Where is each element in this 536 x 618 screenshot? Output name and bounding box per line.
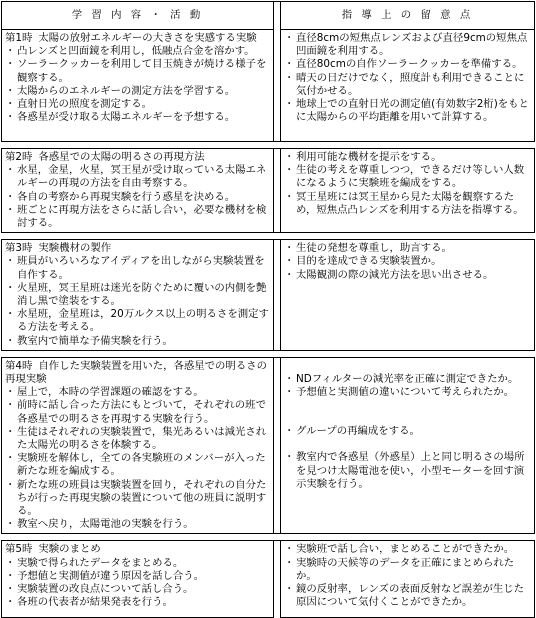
activity-item: ・ 各班の代表者が結果発表を行う。 xyxy=(5,596,270,609)
row-separator xyxy=(2,350,535,357)
notes-cell xyxy=(281,240,535,351)
note-item: ・ 冥王星班には冥王星から見た太陽を観察するため，短焦点凸レンズを利用する方法を指導する。 xyxy=(284,191,531,217)
lesson-body xyxy=(2,30,535,618)
notes-spacer xyxy=(284,438,531,451)
notes-list xyxy=(284,242,531,282)
activities-cell xyxy=(2,30,274,142)
activity-list xyxy=(5,255,270,347)
note-item: ・ 実験時の天候等のデータを正確にまとめられたか。 xyxy=(284,557,531,583)
activity-item: ・ 太陽からのエネルギーの測定方法を学習する。 xyxy=(5,85,270,98)
row-separator xyxy=(2,534,535,541)
note-item: ・ 予想値と実測値の違いについて考えられたか。 xyxy=(284,386,531,399)
notes-spacer xyxy=(284,360,531,373)
column-gap xyxy=(274,357,281,534)
lesson-number: 第5時 xyxy=(5,543,33,556)
activities-cell xyxy=(2,240,274,351)
lesson-title xyxy=(5,543,270,556)
note-item: ・ 鏡の反射率，レンズの表面反射など誤差が生じた原因について気付くことができたか。 xyxy=(284,583,531,609)
lesson-row xyxy=(2,357,535,534)
lesson-heading: 実験機材の製作 xyxy=(38,242,112,255)
note-item: ・ 教室内で各惑星（外惑星）上と同じ明るさの場所を見つけ太陽電池を使い，小型モーターを回す演示実験を行う。 xyxy=(284,451,531,491)
column-gap xyxy=(274,240,281,351)
activity-list xyxy=(5,557,270,610)
column-gap xyxy=(274,30,281,142)
lesson-number: 第1時 xyxy=(5,32,33,44)
notes-list xyxy=(284,360,531,491)
separator-cell xyxy=(2,534,535,541)
separator-cell xyxy=(2,142,535,149)
lesson-plan-table xyxy=(1,1,535,618)
lesson-row xyxy=(2,240,535,351)
activity-item: ・ ソーラークッカーを利用して目玉焼きが焼ける様子を観察する。 xyxy=(5,58,270,84)
note-item: ・ グループの再編成をする。 xyxy=(284,425,531,438)
note-item: ・ 太陽観測の際の減光方法を思い出させる。 xyxy=(284,269,531,282)
row-separator xyxy=(2,233,535,240)
activity-list xyxy=(5,386,270,531)
activity-item: ・ 直射日光の照度を測定する。 xyxy=(5,98,270,111)
lesson-row xyxy=(2,541,535,618)
lesson-title xyxy=(5,151,270,164)
notes-spacer xyxy=(284,412,531,425)
activity-item: ・ 班員がいろいろなアイディアを出しながら実験装置を自作する。 xyxy=(5,255,270,281)
lesson-heading: 各惑星での太陽の明るさの再現方法 xyxy=(38,151,205,163)
lesson-heading: 実験のまとめ xyxy=(38,543,101,556)
note-item: ・ 目的を達成できる実験装置か。 xyxy=(284,255,531,268)
activity-item: ・ 教室へ戻り，太陽電池の実験を行う。 xyxy=(5,518,270,531)
lesson-number: 第2時 xyxy=(5,151,33,163)
activity-item: ・ 屋上で，本時の学習課題の確認をする。 xyxy=(5,386,270,399)
activities-cell xyxy=(2,149,274,233)
activity-item: ・ 水星班，金星班は，20万ルクス以上の明るさを測定する方法を考える。 xyxy=(5,308,270,334)
notes-cell xyxy=(281,149,535,233)
activity-item: ・ 実験装置の改良点について話し合う。 xyxy=(5,583,270,596)
lesson-title xyxy=(5,242,270,255)
note-item: ・ 直径8cmの短焦点レンズおよび直径9cmの短焦点凹面鏡を利用する。 xyxy=(284,32,531,58)
lesson-heading: 自作した実験装置を用いた，各惑星での明るさの再現実験 xyxy=(5,359,267,386)
lesson-number: 第3時 xyxy=(5,242,33,255)
activity-item: ・ 実験班を解体し，全ての各実験班のメンバーが入った新たな班を編成する。 xyxy=(5,452,270,478)
notes-cell xyxy=(281,357,535,534)
notes-cell xyxy=(281,541,535,618)
header-activities: 学 習 内 容 ・ 活 動 xyxy=(2,2,274,30)
lesson-title xyxy=(5,360,270,386)
header-row xyxy=(2,2,535,30)
column-gap xyxy=(274,149,281,233)
activity-item: ・ 予想値と実測値が違う原因を話し合う。 xyxy=(5,570,270,583)
activity-item: ・ 火星班，冥王星班は迷光を防ぐために覆いの内側を艶消し黒で塗装をする。 xyxy=(5,282,270,308)
note-item: ・ 実験班で話し合い，まとめることができたか。 xyxy=(284,543,531,556)
notes-cell xyxy=(281,30,535,142)
separator-cell xyxy=(2,233,535,240)
lesson-heading: 太陽の放射エネルギーの大きさを実感する実験 xyxy=(38,32,257,44)
activity-list xyxy=(5,45,270,124)
note-item: ・ 生徒の発想を尊重し，助言する。 xyxy=(284,242,531,255)
activity-item: ・ 教室内で簡単な予備実験を行う。 xyxy=(5,335,270,348)
lesson-number: 第4時 xyxy=(5,359,33,372)
note-item: ・ 生徒の考えを尊重しつつ，できるだけ等しい人数になるように実験班を編成をする。 xyxy=(284,164,531,190)
lesson-row xyxy=(2,149,535,233)
activity-item: ・ 各自の考察から再現実験を行う惑星を決める。 xyxy=(5,191,270,204)
lesson-title xyxy=(5,32,270,45)
activities-cell xyxy=(2,541,274,618)
note-item: ・ 直径80cmの自作ソーラークッカーを準備する。 xyxy=(284,58,531,71)
activity-item: ・ 班ごとに再現方法をさらに話し合い，必要な機材を検討する。 xyxy=(5,204,270,230)
column-gap xyxy=(274,541,281,618)
activity-item: ・ 実験で得られたデータをまとめる。 xyxy=(5,557,270,570)
activity-item: ・ 各惑星が受け取る太陽エネルギーを予想する。 xyxy=(5,111,270,124)
activity-item: ・ 新たな班の班員は実験装置を回り，それぞれの自分たちが行った再現実験の装置について他の班員に説明する。 xyxy=(5,479,270,519)
note-item: ・ NDフィルターの減光率を正確に測定できたか。 xyxy=(284,373,531,386)
note-item: ・ 晴天の日だけでなく，照度計も利用できることに気付かせる。 xyxy=(284,72,531,98)
activity-item: ・ 生徒はそれぞれの実験装置で，集光あるいは減光された太陽光の明るさを体験する。 xyxy=(5,426,270,452)
notes-list xyxy=(284,543,531,609)
header-gap xyxy=(274,2,281,30)
header-notes: 指 導 上 の 留 意 点 xyxy=(281,2,535,30)
separator-cell xyxy=(2,350,535,357)
note-item: ・ 地球上での直射日光の測定値(有効数字2桁)をもとに太陽からの平均距離を用いて計算する。 xyxy=(284,98,531,124)
activity-list xyxy=(5,164,270,230)
notes-list xyxy=(284,151,531,217)
note-item: ・ 利用可能な機材を提示をする。 xyxy=(284,151,531,164)
row-separator xyxy=(2,142,535,149)
activities-cell xyxy=(2,357,274,534)
activity-item: ・ 前時に話し合った方法にもとづいて，それぞれの班で各惑星での明るさを再現する実験を行う。 xyxy=(5,399,270,425)
activity-item: ・ 水星，金星，火星，冥王星が受け取っている太陽エネルギーの再現の方法を自由考察する。 xyxy=(5,164,270,190)
activity-item: ・ 凸レンズと凹面鏡を利用し，低融点合金を溶かす。 xyxy=(5,45,270,58)
notes-spacer xyxy=(284,399,531,412)
lesson-row xyxy=(2,30,535,142)
notes-list xyxy=(284,32,531,124)
